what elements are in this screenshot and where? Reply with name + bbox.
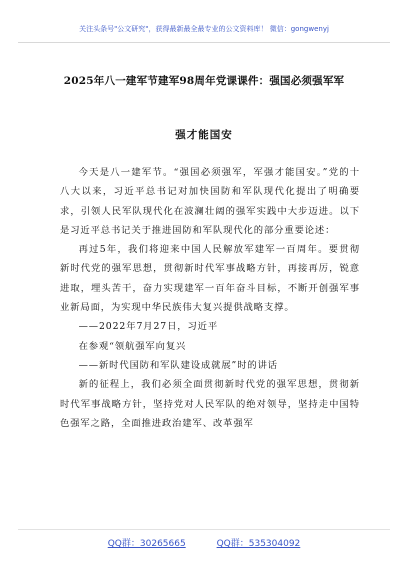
paragraph-quote: 再过5年，我们将迎来中国人民解放军建军一百周年。要贯彻新时代党的强军思想，贯彻新时代军事战略方针，再接再厉，锐意进取，埋头苦干，奋力实现建军一百年奋斗目标，不断开创强军事业新局面，为实现中华民族伟大复兴提供战略支撑。 xyxy=(60,244,360,314)
header-divider xyxy=(18,42,390,43)
document-title-line-2: 强才能国安 xyxy=(175,129,233,141)
citation-source-line-1: 在参观“领航强军向复兴 xyxy=(78,340,187,352)
qq-group-link-1[interactable]: QQ群：30265665 xyxy=(107,539,186,549)
footer-qq-groups xyxy=(0,536,408,549)
qq-group-link-2[interactable]: QQ群：535304092 xyxy=(216,539,301,549)
document-title-line-1: 2025年八一建军节建军98周年党课课件：强国必须强军军 xyxy=(63,75,345,87)
paragraph-intro: 今天是八一建军节。“强国必须强军，军强才能国安。”党的十八大以来，习近平总书记对加快国防和军队现代化提出了明确要求，引领人民军队现代化在波澜壮阔的强军实践中大步迈进。以下是习近平总书记关于推进国防和军队现代化的部分重要论述： xyxy=(60,167,360,236)
footer-divider xyxy=(18,529,390,530)
header-promo-note: 关注头条号"公文研究"，获得最新最全最专业的公文资料库！ 微信：gongwenyj xyxy=(79,25,329,33)
paragraph-new-journey: 新的征程上，我们必须全面贯彻新时代党的强军思想，贯彻新时代军事战略方针，坚持党对人民军队的绝对领导，坚持走中国特色强军之路，全面推进政治建军、改革强军 xyxy=(60,379,360,429)
quote-citation: ——2022年7月27日，习近平 xyxy=(78,321,219,333)
document-body xyxy=(60,163,360,433)
citation-source-line-2: ——新时代国防和军队建设成就展”时的讲话 xyxy=(78,359,278,371)
